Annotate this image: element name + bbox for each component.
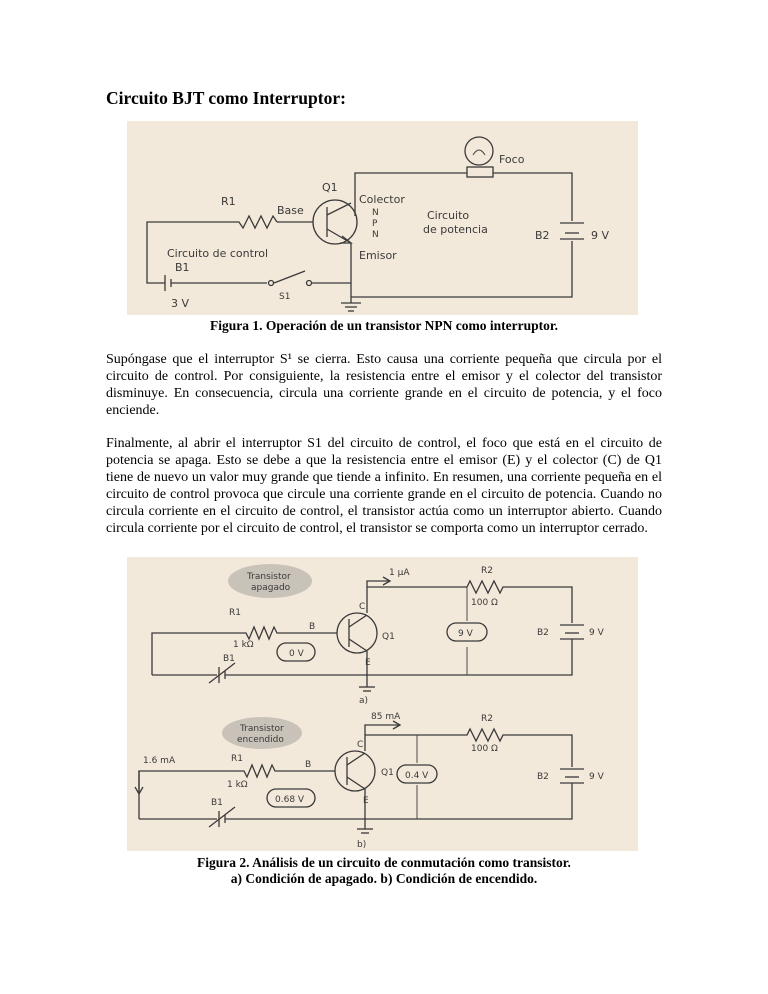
battery-b1-voltage: 3 V bbox=[171, 297, 190, 310]
figure-1-diagram bbox=[127, 121, 638, 315]
emitter-label: Emisor bbox=[359, 249, 397, 262]
b2-a-label: B2 bbox=[537, 628, 549, 638]
q1-a-label: Q1 bbox=[382, 632, 395, 642]
transistor-q1-label: Q1 bbox=[322, 181, 338, 194]
vbe-b-reading: 0.68 V bbox=[275, 795, 305, 805]
figure-2-caption bbox=[106, 855, 662, 887]
vce-a-reading: 9 V bbox=[458, 629, 473, 639]
badge-a-line2: apagado bbox=[251, 583, 291, 593]
vce-b-reading: 0.4 V bbox=[405, 771, 429, 781]
figure-1-caption: Figura 1. Operación de un transistor NPN como interruptor. bbox=[210, 318, 558, 333]
b-a-label: B bbox=[309, 622, 316, 632]
switch-s1-label: S1 bbox=[279, 292, 291, 302]
e-a-label: E bbox=[365, 658, 371, 668]
figure-2-diagram bbox=[127, 557, 638, 851]
e-b-label: E bbox=[363, 796, 369, 806]
b2-a-voltage: 9 V bbox=[589, 628, 604, 638]
b-b-label: B bbox=[305, 760, 312, 770]
transistor-q1-icon bbox=[313, 200, 357, 244]
r2-b-label: R2 bbox=[481, 714, 493, 724]
r1-b-label: R1 bbox=[231, 754, 243, 764]
battery-b1-icon bbox=[165, 275, 171, 291]
lamp-label: Foco bbox=[499, 153, 525, 166]
circuit-b-on-state bbox=[135, 712, 605, 850]
b1-b-label: B1 bbox=[211, 798, 223, 808]
paragraph-1: Supóngase que el interruptor S¹ se cierra. Esto causa una corriente pequeña que circula por el circuito de control. Por consiguiente, la resistencia entre el emisor y el colector del transistor disminuye. En consecuencia, circula una corriente grande en el circuito de potencia, y el foco enciende. bbox=[106, 352, 662, 418]
power-circuit-label-1: Circuito bbox=[427, 209, 470, 222]
transistor-a-icon bbox=[337, 613, 377, 653]
resistor-r1-label: R1 bbox=[221, 195, 236, 208]
c-b-label: C bbox=[357, 740, 364, 750]
b2-b-label: B2 bbox=[537, 772, 549, 782]
figure-2-caption-line2: a) Condición de apagado. b) Condición de encendido. bbox=[230, 871, 538, 886]
r1-b-value: 1 kΩ bbox=[227, 780, 248, 790]
base-label: Base bbox=[277, 204, 304, 217]
battery-b2-label: B2 bbox=[535, 229, 550, 242]
badge-b-line1: Transistor bbox=[240, 724, 284, 734]
current-a-label: 1 µA bbox=[389, 568, 410, 578]
collector-label: Colector bbox=[359, 193, 405, 206]
part-a-label: a) bbox=[359, 696, 369, 706]
n-layer-label-2: N bbox=[372, 230, 379, 240]
r2-b-value: 100 Ω bbox=[471, 744, 498, 754]
q1-b-label: Q1 bbox=[381, 768, 394, 778]
figure-2-switching-analysis bbox=[127, 557, 638, 851]
badge-a-line1: Transistor bbox=[247, 572, 291, 582]
switch-s1-icon bbox=[269, 271, 312, 286]
power-circuit-label-2: de potencia bbox=[423, 223, 488, 236]
battery-b2-icon bbox=[560, 223, 584, 239]
vbe-a-reading: 0 V bbox=[289, 649, 304, 659]
paragraph-2: Finalmente, al abrir el interruptor S1 del circuito de control, el foco que está en el circuito de potencia se apaga. Esto se debe a que la resistencia entre el emisor (E) y el colector (C) de Q1 tiene de nuevo un valor muy grande que tiende a infinito. En resumen, una corriente pequeña en el circuito de control provoca que circule una corriente grande en el circuito de potencia. Cuando no circula corriente en el circuito de control, el transistor actúa como un interruptor abierto. Cuando circula corriente por el circuito de control, el transistor se comporta como un interruptor cerrado. bbox=[106, 436, 662, 536]
lamp-icon bbox=[465, 137, 493, 177]
circuit-a-off-state bbox=[152, 564, 605, 706]
r1-a-value: 1 kΩ bbox=[233, 640, 254, 650]
n-layer-label-1: N bbox=[372, 208, 379, 218]
b2-b-voltage: 9 V bbox=[589, 772, 604, 782]
c-a-label: C bbox=[359, 602, 366, 612]
ground-icon bbox=[341, 297, 361, 311]
control-circuit-label: Circuito de control bbox=[167, 247, 269, 260]
page-title: Circuito BJT como Interruptor: bbox=[106, 88, 346, 108]
battery-b1-label: B1 bbox=[175, 261, 190, 274]
current-b-collector: 85 mA bbox=[371, 712, 401, 722]
badge-b-line2: encendido bbox=[237, 735, 284, 745]
r2-a-value: 100 Ω bbox=[471, 598, 498, 608]
transistor-b-icon bbox=[335, 751, 375, 791]
part-b-label: b) bbox=[357, 840, 367, 850]
r2-a-label: R2 bbox=[481, 566, 493, 576]
b1-a-label: B1 bbox=[223, 654, 235, 664]
p-layer-label: P bbox=[372, 219, 378, 229]
battery-b2-voltage: 9 V bbox=[591, 229, 610, 242]
current-b-base: 1.6 mA bbox=[143, 756, 176, 766]
figure-2-caption-line1: Figura 2. Análisis de un circuito de conmutación como transistor. bbox=[197, 855, 571, 870]
r1-a-label: R1 bbox=[229, 608, 241, 618]
figure-1-npn-switch-circuit bbox=[127, 121, 638, 315]
